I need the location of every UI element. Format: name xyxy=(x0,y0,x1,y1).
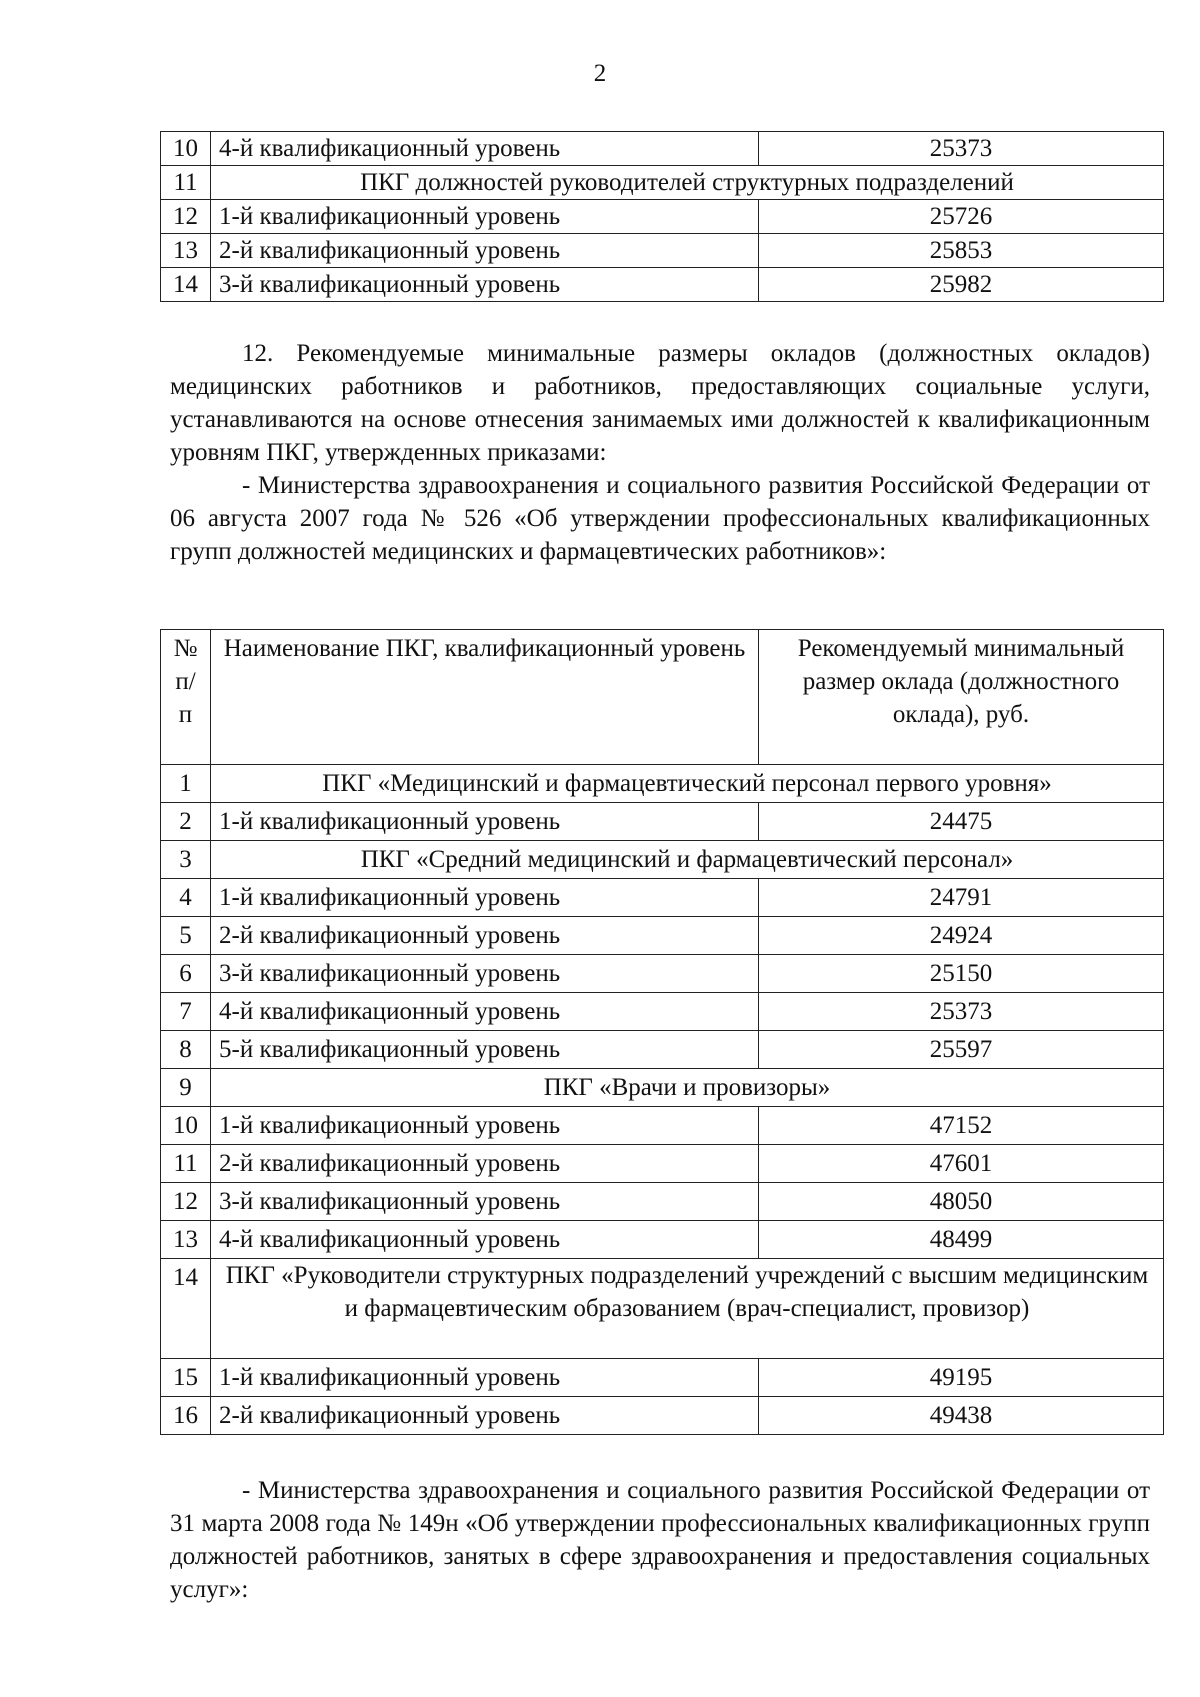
row-number: 1 xyxy=(161,765,211,803)
salary-value: 47601 xyxy=(759,1145,1164,1183)
level-name: 2-й квалификационный уровень xyxy=(211,1397,759,1435)
level-name: 3-й квалификационный уровень xyxy=(211,268,759,302)
row-number: 12 xyxy=(161,200,211,234)
level-name: 5-й квалификационный уровень xyxy=(211,1031,759,1069)
table-row xyxy=(161,1145,1164,1183)
salary-value: 25597 xyxy=(759,1031,1164,1069)
table-row xyxy=(161,1221,1164,1259)
table-header-row xyxy=(161,630,1164,765)
level-name: 4-й квалификационный уровень xyxy=(211,132,759,166)
table-row xyxy=(161,841,1164,879)
table-row xyxy=(161,1397,1164,1435)
table-row xyxy=(161,166,1164,200)
row-number: 5 xyxy=(161,917,211,955)
row-number: 3 xyxy=(161,841,211,879)
salary-value: 49195 xyxy=(759,1359,1164,1397)
row-number: 13 xyxy=(161,1221,211,1259)
level-name: 2-й квалификационный уровень xyxy=(211,1145,759,1183)
table-row xyxy=(161,917,1164,955)
salary-value: 25373 xyxy=(759,993,1164,1031)
salary-value: 48050 xyxy=(759,1183,1164,1221)
table-row xyxy=(161,993,1164,1031)
salary-value: 49438 xyxy=(759,1397,1164,1435)
salary-table-continued xyxy=(160,131,1164,302)
level-name: 2-й квалификационный уровень xyxy=(211,234,759,268)
row-number: 8 xyxy=(161,1031,211,1069)
table-row xyxy=(161,132,1164,166)
salary-value: 25150 xyxy=(759,955,1164,993)
table-row xyxy=(161,1183,1164,1221)
row-number: 16 xyxy=(161,1397,211,1435)
table-row xyxy=(161,234,1164,268)
table-row xyxy=(161,1069,1164,1107)
group-heading: ПКГ должностей руководителей структурных подразделений xyxy=(211,166,1164,200)
level-name: 4-й квалификационный уровень xyxy=(211,1221,759,1259)
table-row xyxy=(161,1359,1164,1397)
table-row xyxy=(161,955,1164,993)
group-heading: ПКГ «Медицинский и фармацевтический персонал первого уровня» xyxy=(211,765,1164,803)
row-number: 10 xyxy=(161,132,211,166)
salary-value: 25373 xyxy=(759,132,1164,166)
table-row xyxy=(161,1031,1164,1069)
table-row xyxy=(161,268,1164,302)
column-header-number: № п/п xyxy=(161,630,211,765)
table-row xyxy=(161,803,1164,841)
group-heading: ПКГ «Средний медицинский и фармацевтический персонал» xyxy=(211,841,1164,879)
row-number: 7 xyxy=(161,993,211,1031)
table-row xyxy=(161,765,1164,803)
level-name: 1-й квалификационный уровень xyxy=(211,200,759,234)
row-number: 4 xyxy=(161,879,211,917)
salary-value: 48499 xyxy=(759,1221,1164,1259)
level-name: 1-й квалификационный уровень xyxy=(211,879,759,917)
level-name: 3-й квалификационный уровень xyxy=(211,955,759,993)
group-heading: ПКГ «Руководители структурных подразделений учреждений с высшим медицинским и фармацевтическим образованием (врач-специалист, провизор) xyxy=(211,1259,1164,1359)
salary-value: 25853 xyxy=(759,234,1164,268)
salary-value: 24475 xyxy=(759,803,1164,841)
row-number: 2 xyxy=(161,803,211,841)
row-number: 9 xyxy=(161,1069,211,1107)
row-number: 12 xyxy=(161,1183,211,1221)
level-name: 3-й квалификационный уровень xyxy=(211,1183,759,1221)
row-number: 15 xyxy=(161,1359,211,1397)
level-name: 4-й квалификационный уровень xyxy=(211,993,759,1031)
row-number: 11 xyxy=(161,166,211,200)
ministry-order-526-paragraph: - Министерства здравоохранения и социального развития Российской Федерации от 06 августа 2007 года № 526 «Об утверждении профессиональных квалификационных групп должностей медицинских и фармацевтических работников»: xyxy=(170,472,1150,565)
row-number: 11 xyxy=(161,1145,211,1183)
level-name: 1-й квалификационный уровень xyxy=(211,1359,759,1397)
level-name: 1-й квалификационный уровень xyxy=(211,803,759,841)
row-number: 14 xyxy=(161,268,211,302)
column-header-salary: Рекомендуемый минимальный размер оклада (должностного оклада), руб. xyxy=(759,630,1164,765)
row-number: 14 xyxy=(161,1259,211,1359)
salary-value: 24924 xyxy=(759,917,1164,955)
row-number: 10 xyxy=(161,1107,211,1145)
column-header-name: Наименование ПКГ, квалификационный уровень xyxy=(211,630,759,765)
medical-salary-table xyxy=(160,629,1164,1435)
paragraph-12: 12. Рекомендуемые минимальные размеры окладов (должностных окладов) медицинских работников и работников, предоставляющих социальные услуги, устанавливаются на основе отнесения занимаемых ими должностей к квалификационным уровням ПКГ, утвержденных приказами: xyxy=(170,340,1150,466)
salary-value: 47152 xyxy=(759,1107,1164,1145)
level-name: 2-й квалификационный уровень xyxy=(211,917,759,955)
row-number: 13 xyxy=(161,234,211,268)
salary-value: 25726 xyxy=(759,200,1164,234)
ministry-order-149n-paragraph: - Министерства здравоохранения и социального развития Российской Федерации от 31 марта 2008 года № 149н «Об утверждении профессиональных квалификационных групп должностей работников, занятых в сфере здравоохранения и предоставления социальных услуг»: xyxy=(170,1477,1150,1603)
table-row xyxy=(161,1259,1164,1359)
table-row xyxy=(161,1107,1164,1145)
group-heading: ПКГ «Врачи и провизоры» xyxy=(211,1069,1164,1107)
salary-value: 25982 xyxy=(759,268,1164,302)
row-number: 6 xyxy=(161,955,211,993)
salary-value: 24791 xyxy=(759,879,1164,917)
level-name: 1-й квалификационный уровень xyxy=(211,1107,759,1145)
table-row xyxy=(161,879,1164,917)
table-row xyxy=(161,200,1164,234)
page-number: 2 xyxy=(593,60,607,87)
